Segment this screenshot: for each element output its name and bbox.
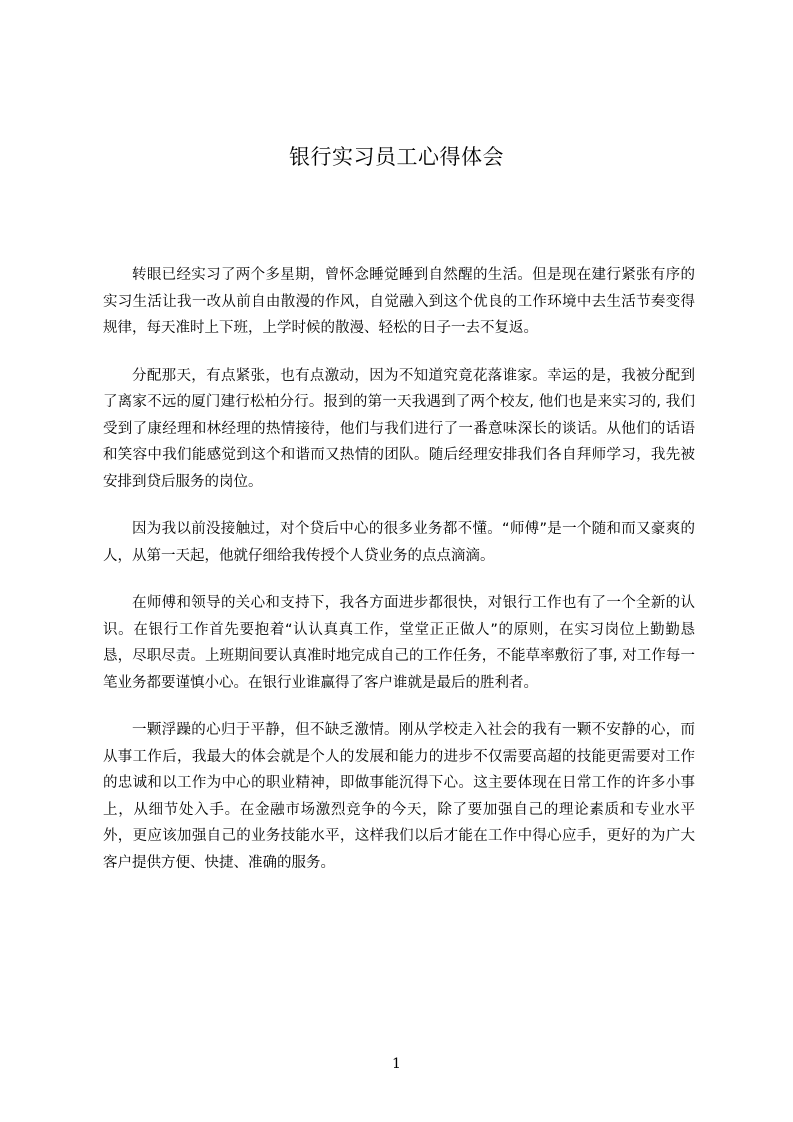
document-body — [103, 262, 695, 897]
page-number: 1 — [392, 1056, 401, 1072]
paragraph-1: 转眼已经实习了两个多星期，曾怀念睡觉睡到自然醒的生活。但是现在建行紧张有序的实习生活让我一改从前自由散漫的作风，自觉融入到这个优良的工作环境中去生活节奏变得规律，每天准时上下班，上学时候的散漫、轻松的日子一去不复返。 — [103, 267, 695, 336]
paragraph-4: 在师傅和领导的关心和支持下，我各方面进步都很快，对银行工作也有了一个全新的认识。在银行工作首先要抱着“认认真真工作，堂堂正正做人”的原则，在实习岗位上勤勤恳恳，尽职尽责。上班期间要认真准时地完成自己的工作任务，不能草率敷衍了事, 对工作每一笔业务都要谨慎小心。在银行业谁赢得了客户谁就是最后的胜利者。 — [103, 595, 695, 691]
document-title: 银行实习员工心得体会 — [289, 145, 504, 169]
paragraph-3: 因为我以前没接触过，对个贷后中心的很多业务都不懂。“师傅”是一个随和而又豪爽的人，从第一天起，他就仔细给我传授个人贷业务的点点滴滴。 — [103, 521, 695, 564]
paragraph-5: 一颗浮躁的心归于平静，但不缺乏激情。刚从学校走入社会的我有一颗不安静的心，而从事工作后，我最大的体会就是个人的发展和能力的进步不仅需要高超的技能更需要对工作的忠诚和以工作为中心的职业精神，即做事能沉得下心。这主要体现在日常工作的许多小事上，从细节处入手。在金融市场激烈竞争的今天，除了要加强自己的理论素质和专业水平外，更应该加强自己的业务技能水平，这样我们以后才能在工作中得心应手，更好的为广大客户提供方便、快捷、准确的服务。 — [103, 722, 695, 871]
paragraph-2: 分配那天，有点紧张，也有点激动，因为不知道究竟花落谁家。幸运的是，我被分配到了离家不远的厦门建行松柏分行。报到的第一天我遇到了两个校友, 他们也是来实习的, 我们受到了康经理和林经理的热情接待，他们与我们进行了一番意味深长的谈话。从他们的话语和笑容中我们能感觉到这个和谐而又热情的团队。随后经理安排我们各自拜师学习，我先被安排到贷后服务的岗位。 — [103, 367, 695, 490]
